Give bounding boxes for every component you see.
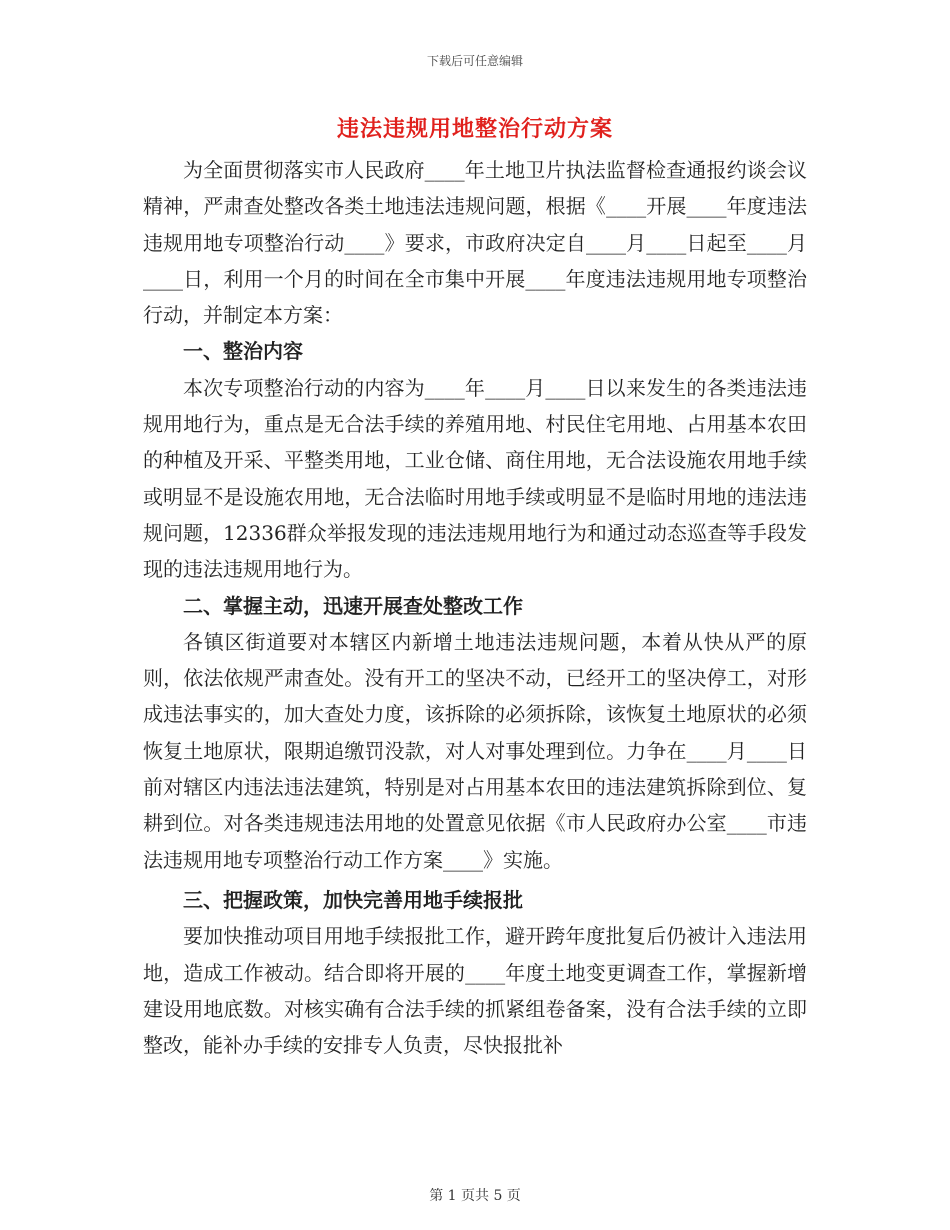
document-title: 违法违规用地整治行动方案 bbox=[336, 116, 613, 142]
document-body bbox=[143, 152, 807, 1063]
header-note: 下载后可任意编辑 bbox=[426, 54, 523, 68]
section-1-heading: 一、整治内容 bbox=[183, 339, 303, 364]
intro-paragraph: 为全面贯彻落实市人民政府____年土地卫片执法监督检查通报约谈会议精神，严肃查处整改各类土地违法违规问题，根据《____开展____年度违法违规用地专项整治行动____》要求，市政府决定自____月____日起至____月____日，利用一个月的时间在全市集中开展____年度违法违规用地专项整治行动，并制定本方案： bbox=[143, 158, 807, 328]
section-2-paragraph: 各镇区街道要对本辖区内新增土地违法违规问题，本着从快从严的原则，依法依规严肃查处。没有开工的坚决不动，已经开工的坚决停工，对形成违法事实的，加大查处力度，该拆除的必须拆除，该恢复土地原状的必须恢复土地原状，限期追缴罚没款，对人对事处理到位。力争在____月____日前对辖区内违法违法建筑，特别是对占用基本农田的违法建筑拆除到位、复耕到位。对各类违规违法用地的处置意见依据《市人民政府办公室____市违法违规用地专项整治行动工作方案____》实施。 bbox=[143, 629, 807, 872]
section-2-heading: 二、掌握主动，迅速开展查处整改工作 bbox=[183, 593, 523, 618]
page-number: 第 1 页共 5 页 bbox=[429, 1188, 521, 1204]
section-1-paragraph: 本次专项整治行动的内容为____年____月____日以来发生的各类违法违规用地行为，重点是无合法手续的养殖用地、村民住宅用地、占用基本农田的种植及开采、平整类用地，工业仓储、商住用地，无合法设施农用地手续或明显不是设施农用地，无合法临时用地手续或明显不是临时用地的违法违规问题，12336群众举报发现的违法违规用地行为和通过动态巡查等手段发现的违法违规用地行为。 bbox=[143, 375, 807, 582]
section-3-paragraph: 要加快推动项目用地手续报批工作，避开跨年度批复后仍被计入违法用地，造成工作被动。结合即将开展的____年度土地变更调查工作，掌握新增建设用地底数。对核实确有合法手续的抓紧组卷备案，没有合法手续的立即整改，能补办手续的安排专人负责，尽快报批补 bbox=[143, 924, 807, 1058]
section-3-heading: 三、把握政策，加快完善用地手续报批 bbox=[183, 887, 523, 912]
